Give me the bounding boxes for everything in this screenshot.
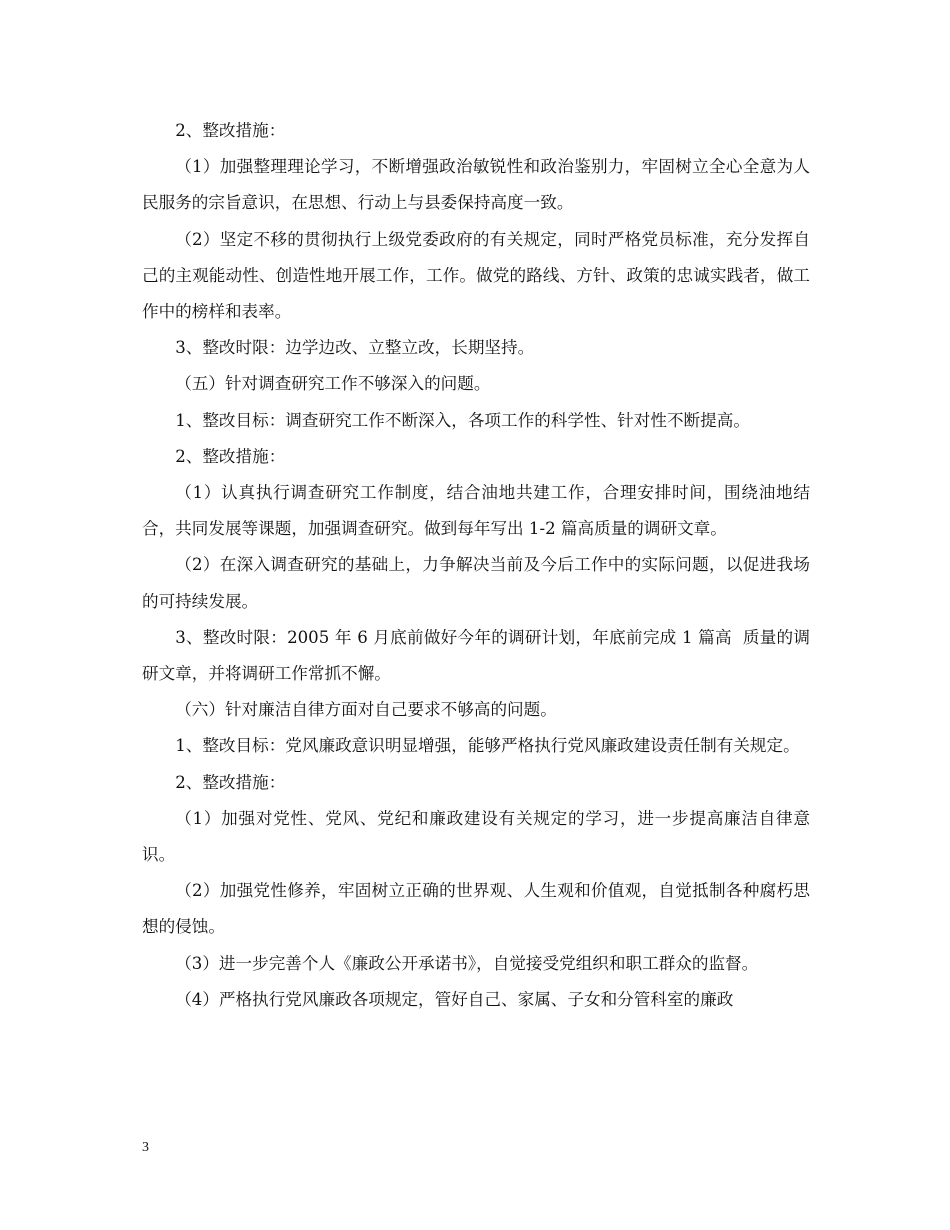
paragraph: 2、整改措施： — [175, 446, 286, 466]
paragraph: （2）在深入调查研究的基础上，力争解决当前及今后工作中的实际问题，以促进我场的可持续发展。 — [142, 555, 810, 611]
paragraph: （1）加强整理理论学习，不断增强政治敏锐性和政治鉴别力，牢固树立全心全意为人民服务的宗旨意识，在思想、行动上与县委保持高度一致。 — [142, 157, 810, 213]
paragraph: （2）坚定不移的贯彻执行上级党委政府的有关规定，同时严格党员标准，充分发挥自己的主观能动性、创造性地开展工作，工作。做党的路线、方针、政策的忠诚实践者，做工作中的榜样和表率。 — [142, 229, 810, 322]
paragraph: 1、整改目标：调查研究工作不断深入，各项工作的科学性、针对性不断提高。 — [175, 410, 750, 430]
paragraph: 3、整改时限：2005 年 6 月底前做好今年的调研计划，年底前完成 1 篇高 质量的调研文章，并将调研工作常抓不懈。 — [142, 627, 810, 684]
paragraph: （2）加强党性修养，牢固树立正确的世界观、人生观和价值观，自觉抵制各种腐朽思想的侵蚀。 — [142, 881, 810, 937]
paragraph: （4）严格执行党风廉政各项规定，管好自己、家属、子女和分管科室的廉政 — [175, 989, 734, 1009]
paragraph: 2、整改措施： — [175, 121, 286, 140]
paragraph: （3）进一步完善个人《廉政公开承诺书》，自觉接受党组织和职工群众的监督。 — [175, 953, 759, 973]
paragraph: （1）加强对党性、党风、党纪和廉政建设有关规定的学习，进一步提高廉洁自律意识。 — [142, 808, 810, 865]
page-number: 3 — [142, 1140, 149, 1155]
paragraph: （1）认真执行调查研究工作制度，结合油地共建工作，合理安排时间，围绕油地结合，共同发展等课题，加强调查研究。做到每年写出 1-2 篇高质量的调研文章。 — [142, 483, 810, 539]
paragraph: 1、整改目标：党风廉政意识明显增强，能够严格执行党风廉政建设责任制有关规定。 — [175, 736, 800, 756]
document-body — [142, 113, 810, 1018]
paragraph: 3、整改时限：边学边改、立整立改，长期坚持。 — [175, 338, 535, 358]
section-heading: （五）针对调查研究工作不够深入的问题。 — [175, 374, 491, 394]
paragraph: 2、整改措施： — [175, 772, 286, 792]
section-heading: （六）针对廉洁自律方面对自己要求不够高的问题。 — [175, 700, 557, 720]
